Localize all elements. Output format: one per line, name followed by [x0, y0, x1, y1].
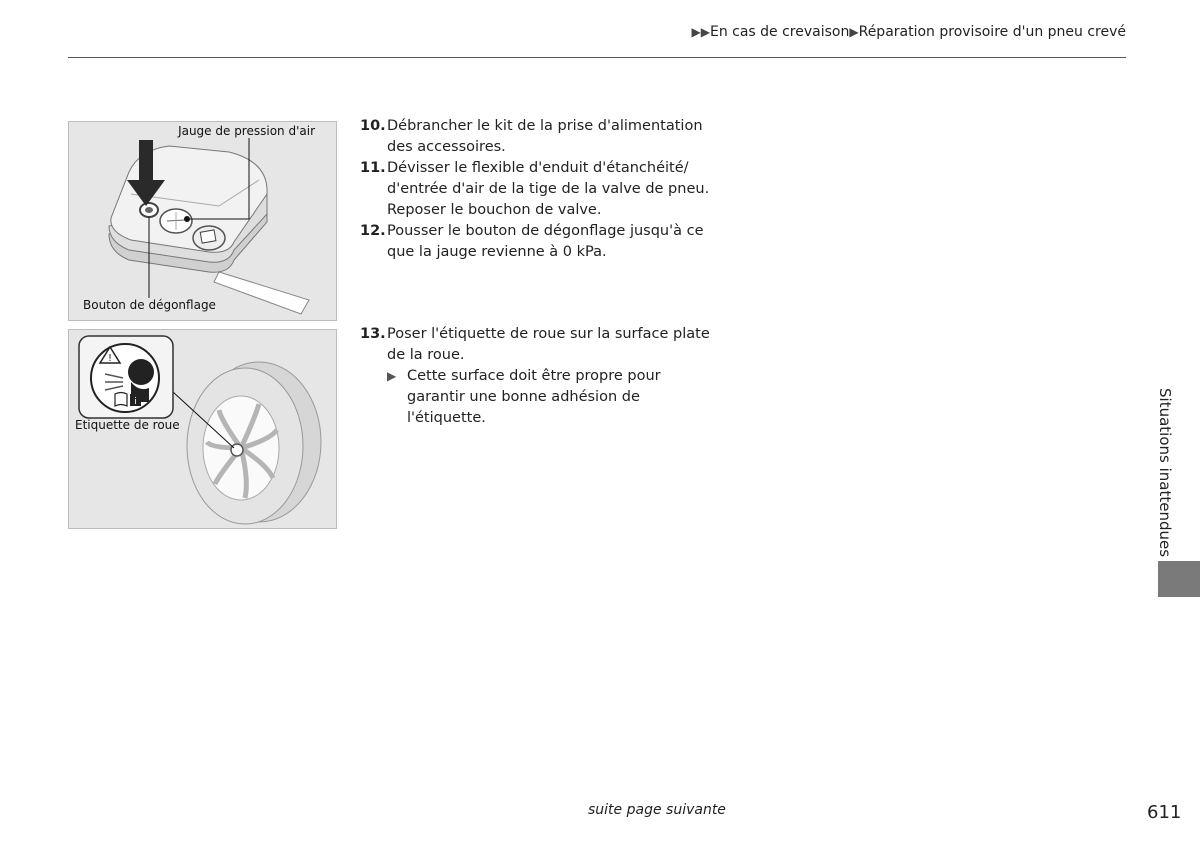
svg-text:i: i	[134, 397, 137, 407]
figure-wheel-label	[68, 329, 337, 529]
double-triangle-icon: ▶▶	[691, 25, 710, 39]
step-text: Poser l'étiquette de roue sur la surface plate de la roue.	[387, 326, 710, 363]
header-rule	[68, 57, 1126, 58]
step-text: Pousser le bouton de dégonflage jusqu'à ce que la jauge revienne à 0 kPa.	[387, 223, 704, 260]
page-number: 611	[1147, 802, 1182, 823]
figure-compressor	[68, 121, 337, 321]
continued-note: suite page suivante	[588, 802, 726, 818]
note-text: Cette surface doit être propre pour garantir une bonne adhésion de l'étiquette.	[407, 368, 661, 426]
step-number: 13.	[360, 326, 386, 342]
breadcrumb	[692, 24, 1127, 40]
chapter-tab[interactable]	[1158, 561, 1200, 597]
triangle-icon: ▶	[849, 25, 859, 39]
step-text: Débrancher le kit de la prise d'alimentation des accessoires.	[387, 118, 703, 155]
steps-group-1	[360, 116, 720, 263]
step-number: 12.	[360, 223, 386, 239]
compressor-illustration	[69, 122, 337, 321]
step-number: 11.	[360, 160, 386, 176]
gauge-callout: Jauge de pression d'air	[178, 124, 315, 138]
wheel-label-callout: Etiquette de roue	[75, 418, 180, 432]
svg-text:!: !	[107, 353, 113, 364]
triangle-icon: ▶	[387, 369, 397, 383]
step-13	[360, 324, 720, 366]
breadcrumb-section[interactable]: En cas de crevaison	[709, 24, 850, 40]
chapter-title: Situations inattendues	[1156, 388, 1174, 558]
step-10	[360, 116, 720, 158]
step-12	[360, 221, 720, 263]
step-text: Dévisser le flexible d'enduit d'étanchéité/ d'entrée d'air de la tige de la valve de pneu. Reposer le bouchon de valve.	[387, 160, 710, 218]
chapter-side-label[interactable]	[1148, 388, 1182, 558]
steps-group-2	[360, 324, 720, 429]
step-11	[360, 158, 720, 221]
step-13-note	[360, 366, 720, 429]
breadcrumb-subsection[interactable]: Réparation provisoire d'un pneu crevé	[858, 24, 1126, 40]
step-number: 10.	[360, 118, 386, 134]
deflate-button-callout: Bouton de dégonflage	[83, 298, 216, 312]
